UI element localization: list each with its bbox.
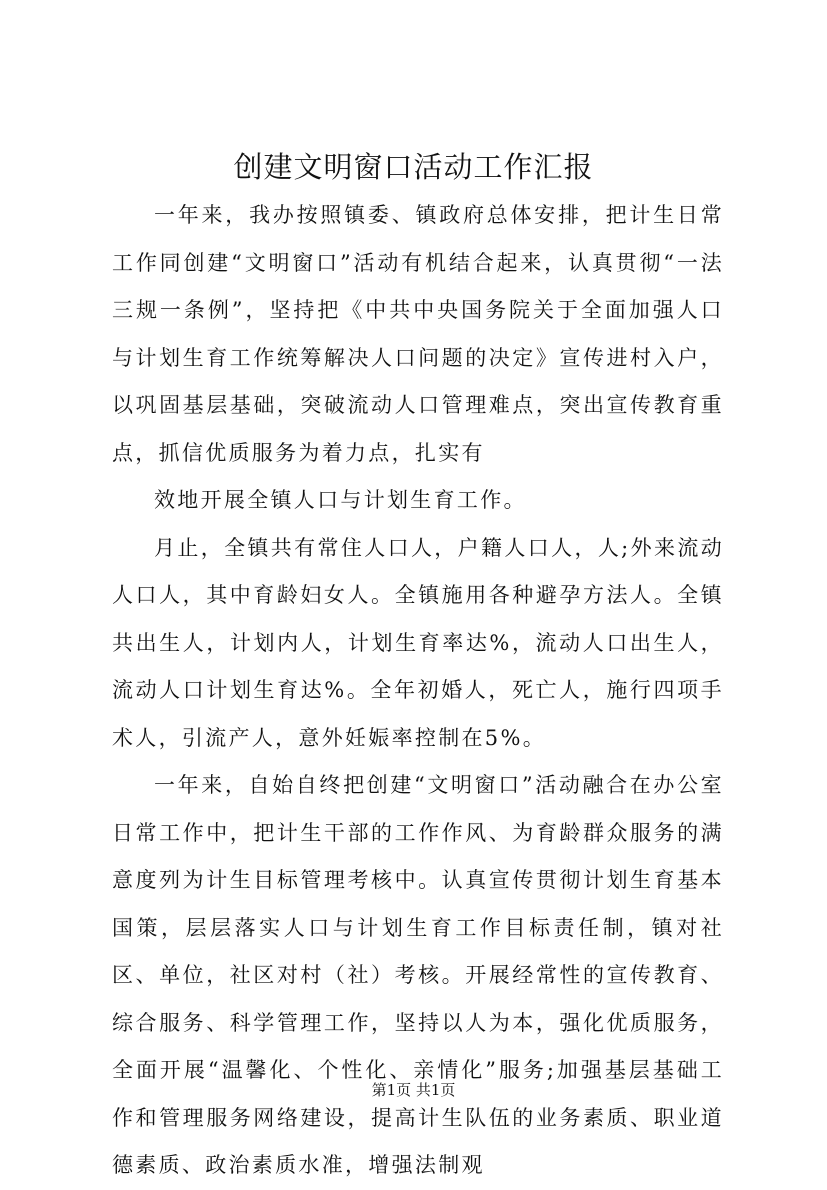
paragraph: 一年来，我办按照镇委、镇政府总体安排，把计生日常工作同创建“文明窗口”活动有机结合起来，认真贯彻“一法三规一条例”，坚持把《中共中央国务院关于全面加强人口与计划生育工作统筹解决人口问题的决定》宣传进村入户，以巩固基层基础，突破流动人口管理难点，突出宣传教育重点，抓信优质服务为着力点，扎实有 — [112, 203, 724, 465]
document-body — [112, 192, 724, 1190]
page-number-footer — [0, 1080, 827, 1100]
document-title: 创建文明窗口活动工作汇报 — [233, 150, 594, 184]
paragraph: 效地开展全镇人口与计划生育工作。 — [154, 488, 527, 512]
paragraph: 一年来，自始自终把创建“文明窗口”活动融合在办公室日常工作中，把计生干部的工作作风、为育龄群众服务的满意度列为计生目标管理考核中。认真宣传贯彻计划生育基本国策，层层落实人口与计划生育工作目标责任制，镇对社区、单位，社区对村（社）考核。开展经常性的宣传教育、综合服务、科学管理工作，坚持以人为本，强化优质服务，全面开展“温馨化、个性化、亲情化”服务;加强基层基础工作和管理服务网络建设，提高计生队伍的业务素质、职业道德素质、政治素质水准，增强法制观 — [112, 773, 724, 1177]
paragraph: 月止，全镇共有常住人口人，户籍人口人，人;外来流动人口人，其中育龄妇女人。全镇施用各种避孕方法人。全镇共出生人，计划内人，计划生育率达%，流动人口出生人，流动人口计划生育达%。全年初婚人，死亡人，施行四项手术人，引流产人，意外妊娠率控制在5%。 — [112, 535, 724, 750]
page-number-label: 第1页 共1页 — [371, 1081, 456, 1099]
